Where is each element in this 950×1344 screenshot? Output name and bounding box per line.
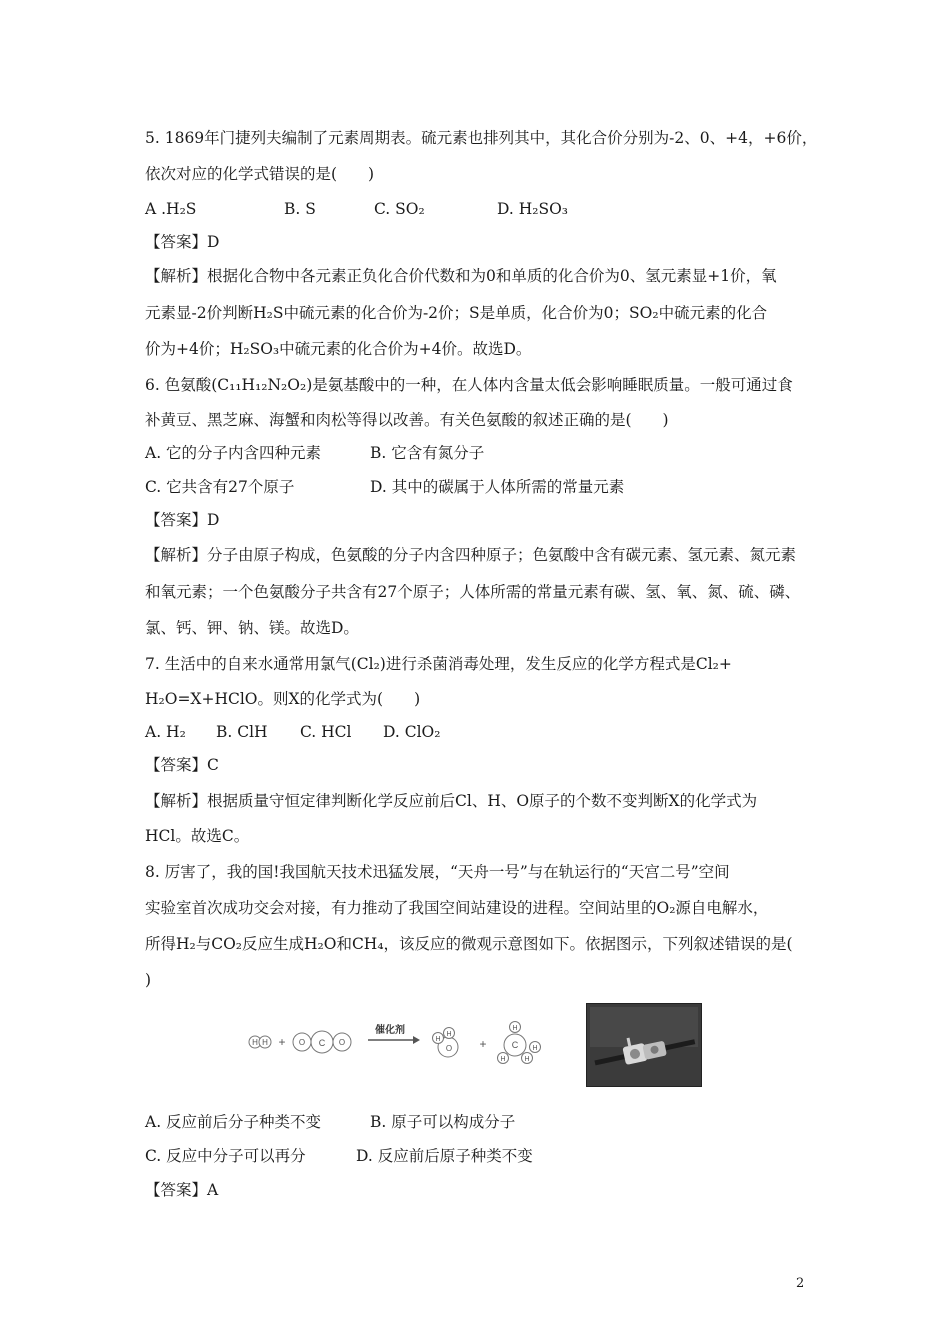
q8-stem-line1: 8. 厉害了，我的国!我国航天技术迅猛发展，“天舟一号”与在轨运行的“天宫二号”空间	[145, 863, 730, 881]
q5-option-d: D. H₂SO₃	[497, 200, 568, 218]
reaction-diagram	[245, 1018, 545, 1094]
q5-option-a: A .H₂S	[145, 200, 197, 218]
q8-stem-line2: 实验室首次成功交会对接，有力推动了我国空间站建设的进程。空间站里的O₂源自电解水，	[145, 899, 769, 917]
h-atom-label: H	[435, 1036, 441, 1043]
h-atom-label: H	[524, 1056, 530, 1063]
q8-stem-line4: )	[145, 971, 152, 989]
q6-explanation-line3: 氯、钙、钾、钠、镁。故选D。	[145, 619, 359, 637]
plus-sign: +	[479, 1037, 487, 1051]
c-atom-label: C	[511, 1040, 519, 1050]
q7-option-c: C. HCl	[300, 723, 352, 741]
plus-sign: +	[278, 1035, 286, 1049]
q6-answer: 【答案】D	[145, 511, 220, 529]
h-atom-label: H	[512, 1025, 518, 1032]
q7-explanation-line1: 【解析】根据质量守恒定律判断化学反应前后Cl、H、O原子的个数不变判断X的化学式为	[145, 792, 758, 810]
q5-option-c: C. SO₂	[374, 200, 425, 218]
q5-stem-line2: 依次对应的化学式错误的是( )	[145, 165, 375, 183]
co2-molecule	[293, 1031, 351, 1053]
ch4-molecule	[498, 1022, 541, 1064]
h2-molecule	[249, 1036, 271, 1048]
q5-explanation-line2: 元素显-2价判断H₂S中硫元素的化合价为-2价；S是单质，化合价为0；SO₂中硫元素的化合	[145, 304, 768, 322]
page-number: 2	[796, 1276, 805, 1291]
h-atom-label: H	[500, 1056, 506, 1063]
q7-option-b: B. ClH	[216, 723, 268, 741]
q7-option-a: A. H₂	[145, 723, 186, 741]
h-atom-label: H	[262, 1038, 268, 1047]
q6-option-c: C. 它共含有27个原子	[145, 478, 295, 496]
o-atom-label: O	[298, 1038, 306, 1047]
h2o-molecule	[433, 1028, 459, 1058]
q7-stem-line2: H₂O=X+HClO。则X的化学式为( )	[145, 690, 421, 708]
q8-option-d: D. 反应前后原子种类不变	[356, 1147, 533, 1165]
q6-explanation-line1: 【解析】分子由原子构成，色氨酸的分子内含四种原子；色氨酸中含有碳元素、氢元素、氮元素	[145, 546, 797, 564]
q6-explanation-line2: 和氧元素；一个色氨酸分子共含有27个原子；人体所需的常量元素有碳、氢、氧、氮、硫、磷、	[145, 583, 801, 601]
q8-option-a: A. 反应前后分子种类不变	[145, 1113, 322, 1131]
reaction-arrow	[368, 1023, 420, 1044]
q7-explanation-line2: HCl。故选C。	[145, 827, 250, 845]
h-atom-label: H	[532, 1045, 538, 1052]
h-atom-label: H	[252, 1038, 258, 1047]
q5-option-b: B. S	[284, 200, 316, 218]
q8-stem-line3: 所得H₂与CO₂反应生成H₂O和CH₄，该反应的微观示意图如下。依据图示，下列叙述错误的是(	[145, 935, 793, 953]
space-station-photo	[586, 1003, 702, 1087]
q6-stem-line2: 补黄豆、黑芝麻、海蟹和肉松等得以改善。有关色氨酸的叙述正确的是( )	[145, 411, 669, 429]
o-atom-label: O	[338, 1038, 346, 1047]
q6-option-a: A. 它的分子内含四种元素	[145, 444, 322, 462]
o-atom-label: O	[445, 1044, 453, 1053]
q6-option-d: D. 其中的碳属于人体所需的常量元素	[370, 478, 625, 496]
q7-answer: 【答案】C	[145, 756, 219, 774]
q7-option-d: D. ClO₂	[383, 723, 441, 741]
q5-answer: 【答案】D	[145, 233, 220, 251]
q5-explanation-line3: 价为+4价；H₂SO₃中硫元素的化合价为+4价。故选D。	[145, 340, 532, 358]
q8-option-b: B. 原子可以构成分子	[370, 1113, 516, 1131]
catalyst-label: 催化剂	[375, 1025, 405, 1036]
q5-explanation-line1: 【解析】根据化合物中各元素正负化合价代数和为0和单质的化合价为0、氢元素显+1价，氧	[145, 267, 777, 285]
h-atom-label: H	[446, 1031, 452, 1038]
q8-option-c: C. 反应中分子可以再分	[145, 1147, 306, 1165]
c-atom-label: C	[318, 1038, 326, 1048]
q6-option-b: B. 它含有氮分子	[370, 444, 485, 462]
q6-stem-line1: 6. 色氨酸(C₁₁H₁₂N₂O₂)是氨基酸中的一种，在人体内含量太低会影响睡眠质量。一般可通过食	[145, 376, 793, 394]
q7-stem-line1: 7. 生活中的自来水通常用氯气(Cl₂)进行杀菌消毒处理，发生反应的化学方程式是Cl₂+	[145, 655, 732, 673]
q5-stem-line1: 5. 1869年门捷列夫编制了元素周期表。硫元素也排列其中，其化合价分别为-2、0、+4，+6价，	[145, 129, 818, 147]
q8-answer: 【答案】A	[145, 1181, 219, 1199]
